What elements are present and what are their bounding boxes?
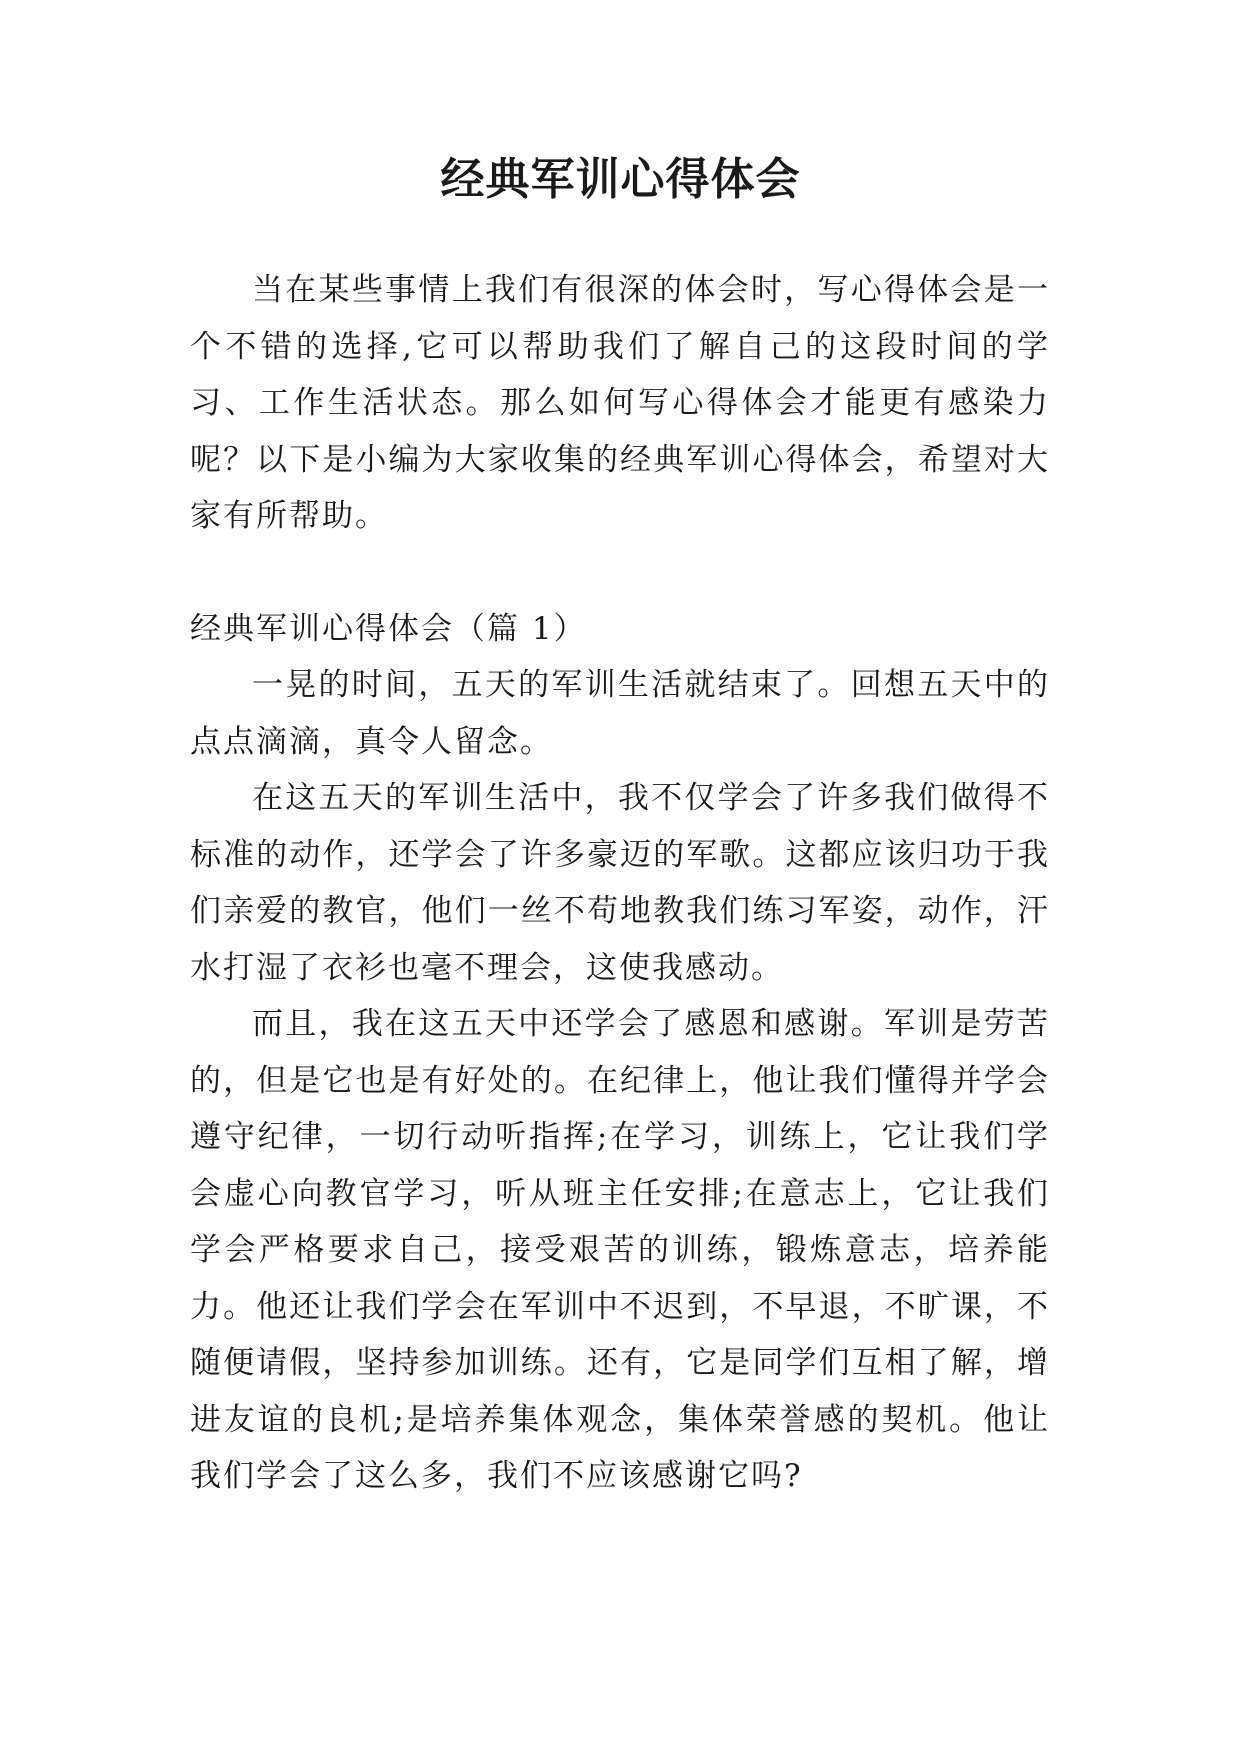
body-paragraph-3: 而且，我在这五天中还学会了感恩和感谢。军训是劳苦的，但是它也是有好处的。在纪律上，他让我们懂得并学会遵守纪律，一切行动听指挥;在学习，训练上，它让我们学会虚心向教官学习，听从班主任安排;在意志上，它让我们学会严格要求自己，接受艰苦的训练，锻炼意志，培养能力。他还让我们学会在军训中不迟到，不早退，不旷课，不随便请假，坚持参加训练。还有，它是同学们互相了解，增进友谊的良机;是培养集体观念，集体荣誉感的契机。他让我们学会了这么多，我们不应该感谢它吗? — [190, 1006, 1050, 1494]
intro-paragraph: 当在某些事情上我们有很深的体会时，写心得体会是一个不错的选择,它可以帮助我们了解自己的这段时间的学习、工作生活状态。那么如何写心得体会才能更有感染力呢？以下是小编为大家收集的经典军训心得体会，希望对大家有所帮助。 — [190, 272, 1050, 534]
document-body — [190, 262, 1050, 1505]
document-title: 经典军训心得体会 — [440, 154, 801, 205]
body-paragraph-2: 在这五天的军训生活中，我不仅学会了许多我们做得不标准的动作，还学会了许多豪迈的军歌。这都应该归功于我们亲爱的教官，他们一丝不苟地教我们练习军姿，动作，汗水打湿了衣衫也毫不理会，这使我感动。 — [190, 780, 1050, 986]
section-heading: 经典军训心得体会（篇 1） — [190, 610, 587, 647]
body-paragraph-1: 一晃的时间，五天的军训生活就结束了。回想五天中的点点滴滴，真令人留念。 — [190, 667, 1050, 760]
